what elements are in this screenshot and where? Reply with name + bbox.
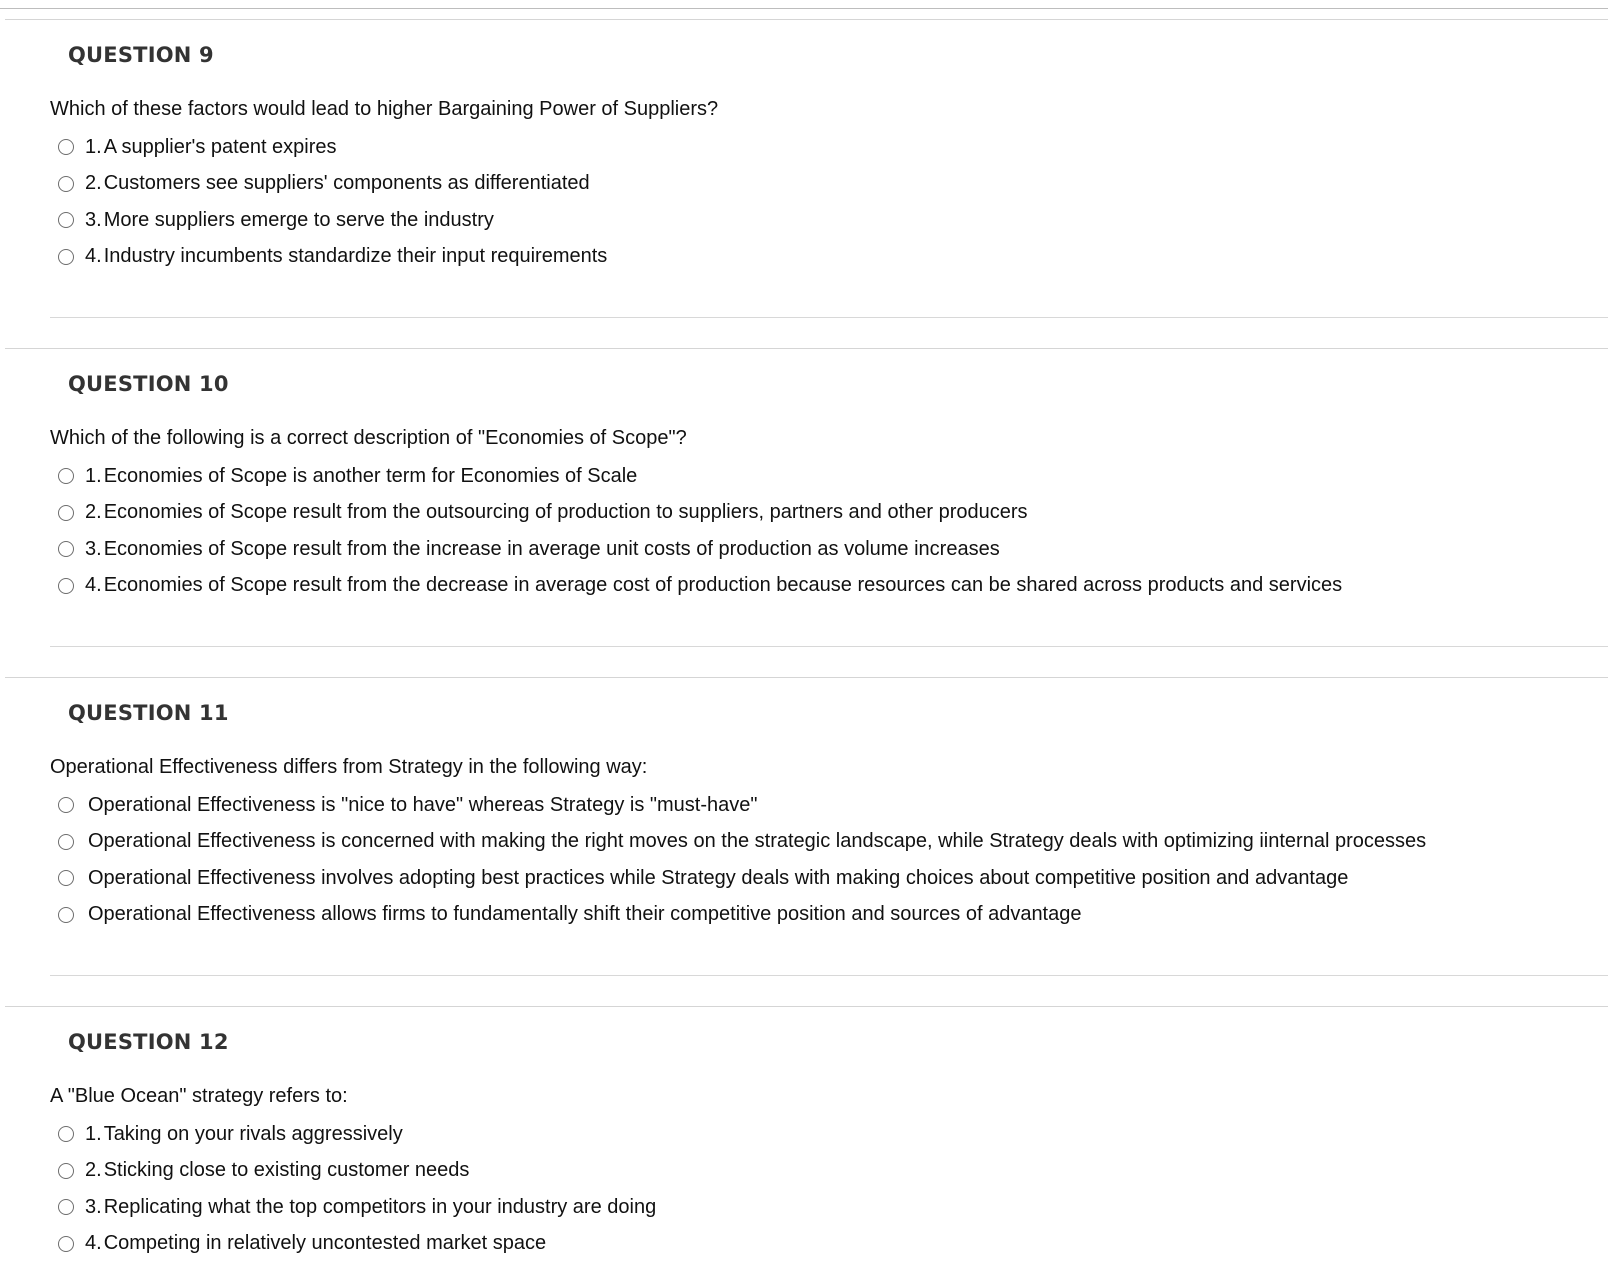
option-label: Operational Effectiveness involves adopting best practices while Strategy deals with making choices about competitive position and advantage	[88, 866, 1349, 889]
option-number: 4.	[85, 245, 102, 268]
question-title: QUESTION 10	[68, 372, 229, 396]
option-number: 3.	[85, 537, 102, 560]
radio-button[interactable]	[58, 249, 74, 265]
answer-option[interactable]	[58, 458, 1342, 495]
radio-button[interactable]	[58, 907, 74, 923]
answer-option[interactable]	[58, 495, 1342, 532]
answer-option[interactable]	[58, 787, 1426, 824]
question-title: QUESTION 12	[68, 1030, 229, 1054]
question-prompt: Operational Effectiveness differs from Strategy in the following way:	[50, 756, 648, 778]
radio-button[interactable]	[58, 468, 74, 484]
radio-button[interactable]	[58, 1163, 74, 1179]
answer-option[interactable]	[58, 239, 607, 276]
radio-button[interactable]	[58, 578, 74, 594]
answer-option[interactable]	[58, 860, 1426, 897]
option-label: Industry incumbents standardize their input requirements	[103, 245, 608, 268]
option-number: 2.	[85, 1159, 102, 1182]
answer-option[interactable]	[58, 1226, 656, 1263]
option-number: 1.	[85, 1122, 102, 1145]
option-number: 2.	[85, 501, 102, 524]
question-title: QUESTION 11	[68, 701, 229, 725]
question-prompt: A "Blue Ocean" strategy refers to:	[50, 1085, 348, 1107]
question-footer-divider	[50, 317, 1608, 318]
answer-options	[58, 787, 1426, 933]
radio-button[interactable]	[58, 212, 74, 228]
option-number: 1.	[85, 464, 102, 487]
question-divider	[5, 348, 1608, 349]
option-label: Operational Effectiveness is concerned with making the right moves on the strategic landscape, while Strategy deals with optimizing iinternal processes	[88, 830, 1427, 853]
option-label: A supplier's patent expires	[103, 135, 337, 158]
option-label: Customers see suppliers' components as differentiated	[103, 172, 590, 195]
option-number: 3.	[85, 1195, 102, 1218]
option-label: Economies of Scope result from the outsourcing of production to suppliers, partners and other producers	[103, 501, 1028, 524]
top-divider	[0, 8, 1608, 9]
option-label: Replicating what the top competitors in your industry are doing	[103, 1195, 657, 1218]
radio-button[interactable]	[58, 870, 74, 886]
top-divider-secondary	[5, 19, 1608, 20]
option-label: Economies of Scope result from the increase in average unit costs of production as volume increases	[103, 537, 1000, 560]
radio-button[interactable]	[58, 834, 74, 850]
question-footer-divider	[50, 975, 1608, 976]
answer-option[interactable]	[58, 166, 607, 203]
question-prompt: Which of these factors would lead to higher Bargaining Power of Suppliers?	[50, 98, 719, 120]
radio-button[interactable]	[58, 1199, 74, 1215]
question-divider	[5, 677, 1608, 678]
option-number: 1.	[85, 135, 102, 158]
option-label: Economies of Scope result from the decrease in average cost of production because resources can be shared across products and services	[103, 574, 1343, 597]
option-label: Operational Effectiveness allows firms to fundamentally shift their competitive position and sources of advantage	[88, 903, 1082, 926]
answer-option[interactable]	[58, 824, 1426, 861]
answer-option[interactable]	[58, 1153, 656, 1190]
radio-button[interactable]	[58, 1236, 74, 1252]
option-label: Economies of Scope is another term for Economies of Scale	[103, 464, 638, 487]
radio-button[interactable]	[58, 797, 74, 813]
answer-options	[58, 1116, 656, 1262]
option-number: 2.	[85, 172, 102, 195]
answer-option[interactable]	[58, 897, 1426, 934]
option-label: Taking on your rivals aggressively	[103, 1122, 403, 1145]
question-footer-divider	[50, 646, 1608, 647]
answer-options	[58, 129, 607, 275]
option-number: 4.	[85, 1232, 102, 1255]
answer-option[interactable]	[58, 202, 607, 239]
option-label: More suppliers emerge to serve the industry	[103, 208, 494, 231]
option-label: Operational Effectiveness is "nice to have" whereas Strategy is "must-have"	[88, 793, 758, 816]
radio-button[interactable]	[58, 1126, 74, 1142]
answer-option[interactable]	[58, 531, 1342, 568]
answer-option[interactable]	[58, 129, 607, 166]
answer-option[interactable]	[58, 1189, 656, 1226]
question-divider	[5, 1006, 1608, 1007]
question-prompt: Which of the following is a correct description of "Economies of Scope"?	[50, 427, 687, 449]
radio-button[interactable]	[58, 176, 74, 192]
option-number: 4.	[85, 574, 102, 597]
answer-option[interactable]	[58, 1116, 656, 1153]
answer-options	[58, 458, 1342, 604]
answer-option[interactable]	[58, 568, 1342, 605]
radio-button[interactable]	[58, 505, 74, 521]
question-title: QUESTION 9	[68, 43, 214, 67]
radio-button[interactable]	[58, 541, 74, 557]
option-label: Competing in relatively uncontested market space	[103, 1232, 547, 1255]
radio-button[interactable]	[58, 139, 74, 155]
option-label: Sticking close to existing customer needs	[103, 1159, 470, 1182]
option-number: 3.	[85, 208, 102, 231]
